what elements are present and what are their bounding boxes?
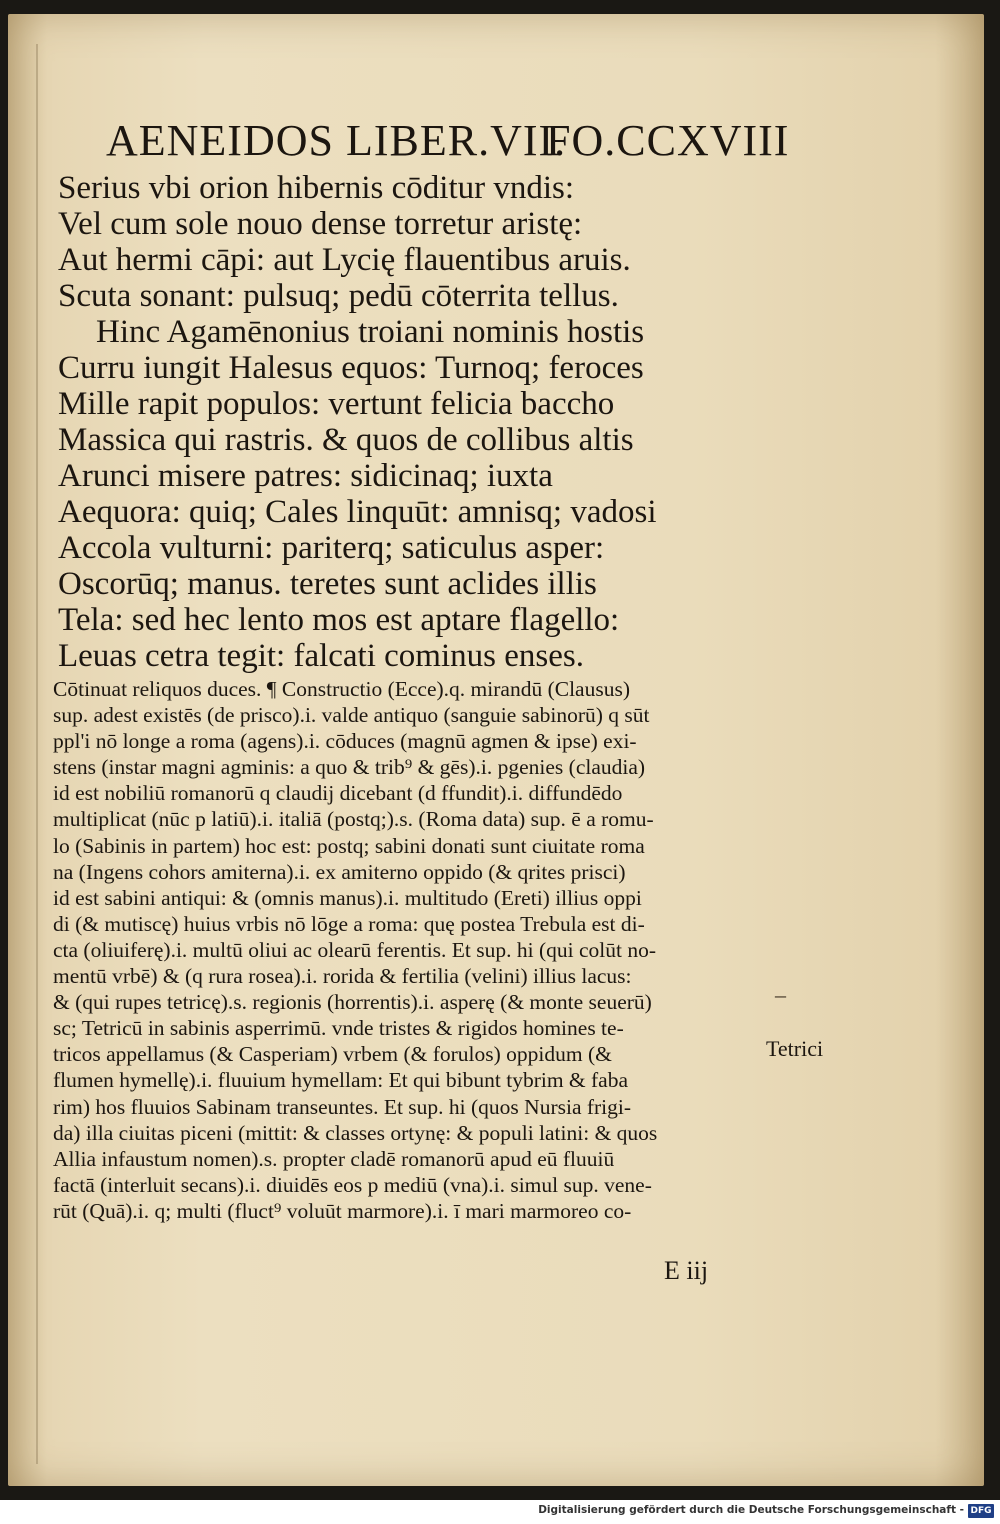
commentary-line: id est sabini antiqui: & (omnis manus).i. multitudo (Ereti) illius oppi [53,885,642,910]
commentary-line: ppl'i nō longe a roma (agens).i. cōduces (magnū agmen & ipse) exi- [53,729,637,754]
verse-line: Hinc Agamēnonius troiani nominis hostis [96,314,645,350]
commentary-line: sc; Tetricū in sabinis asperrimū. vnde tristes & rigidos homines te- [53,1016,624,1041]
verse-line: Aut hermi cāpi: aut Lycię flauentibus aruis. [58,242,631,278]
commentary-line: factā (interluit secans).i. diuidēs eos p mediū (vna).i. simul sup. vene- [53,1172,652,1197]
verse-line: Serius vbi orion hibernis cōditur vndis: [58,170,575,206]
commentary-line: lo (Sabinis in partem) hoc est: postq; sabini donati sunt ciuitate roma [53,833,645,858]
margin-note: Tetrici [766,1036,824,1061]
margin-mark: – [775,982,786,1007]
page-gutter [36,44,38,1464]
verse-line: Tela: sed hec lento mos est aptare flagello: [58,602,620,638]
dfg-logo[interactable]: DFG [968,1504,994,1518]
verse-line: Vel cum sole nouo dense torretur aristę: [58,206,583,242]
commentary-line: id est nobiliū romanorū q claudij dicebant (d ffundit).i. diffundēdo [53,781,623,806]
verse-line: Accola vulturni: pariterq; saticulus asper: [58,530,605,566]
commentary-line: di (& mutiscę) huius vrbis nō lōge a roma: quę postea Trebula est di- [53,911,645,936]
folio-number: FO.CCXVIII [546,116,790,165]
commentary-line: rūt (Quā).i. q; multi (fluct⁹ voluūt marmore).i. ī mari marmoreo co- [53,1198,632,1223]
commentary-line: rim) hos fluuios Sabinam transeuntes. Et sup. hi (quos Nursia frigi- [53,1094,632,1119]
commentary-line: & (qui rupes tetricę).s. regionis (horrentis).i. asperę (& monte seuerū) [53,990,652,1015]
commentary-line: Allia infaustum nomen).s. propter cladē romanorū apud eū fluuiū [53,1146,615,1171]
book-page [8,14,984,1486]
signature-mark: E iij [664,1256,709,1285]
verse-line: Oscorūq; manus. teretes sunt aclides illis [58,566,597,602]
commentary-line: stens (instar magni agminis: a quo & trib⁹ & gēs).i. pgenies (claudia) [53,755,646,780]
commentary-line: da) illa ciuitas piceni (mittit: & classes ortynę: & populi latini: & quos [53,1120,658,1145]
commentary-line: flumen hymellę).i. fluuium hymellam: Et qui bibunt tybrim & faba [53,1068,629,1093]
commentary-block [53,676,753,1224]
verse-line: Scuta sonant: pulsuq; pedū cōterrita tellus. [58,278,619,314]
commentary-line: Cōtinuat reliquos duces. ¶ Constructio (Ecce).q. mirandū (Clausus) [53,677,630,701]
commentary-line: cta (oliuiferę).i. multū oliui ac olearū ferentis. Et sup. hi (qui colūt no- [53,937,657,962]
verse-line: Massica qui rastris. & quos de collibus altis [58,422,634,458]
funding-credit: Digitalisierung gefördert durch die Deutsche Forschungsgemeinschaft - [538,1504,964,1516]
footer-bar [0,1500,1000,1524]
running-title: AENEIDOS LIBER.VII. [106,116,567,165]
commentary-line: mentū vrbē) & (q rura rosea).i. rorida & fertilia (velini) illius lacus: [53,964,632,989]
commentary-line: multiplicat (nūc p latiū).i. italiā (postq;).s. (Roma data) sup. ē a romu- [53,807,654,832]
commentary-line: tricos appellamus (& Casperiam) vrbem (& forulos) oppidum (& [53,1042,612,1067]
verse-line: Leuas cetra tegit: falcati cominus enses. [58,638,584,674]
commentary-line: na (Ingens cohors amiterna).i. ex amiterno oppido (& qrites prisci) [53,859,626,884]
verse-line: Curru iungit Halesus equos: Turnoq; feroces [58,350,644,386]
verse-line: Aequora: quiq; Cales linquūt: amnisq; vadosi [58,494,657,530]
verse-line: Mille rapit populos: vertunt felicia baccho [58,386,615,422]
verse-block [58,170,758,674]
verse-line: Arunci misere patres: sidicinaq; iuxta [58,458,553,494]
commentary-line: sup. adest existēs (de prisco).i. valde antiquo (sanguie sabinorū) q sūt [53,703,650,728]
running-header [106,114,806,168]
